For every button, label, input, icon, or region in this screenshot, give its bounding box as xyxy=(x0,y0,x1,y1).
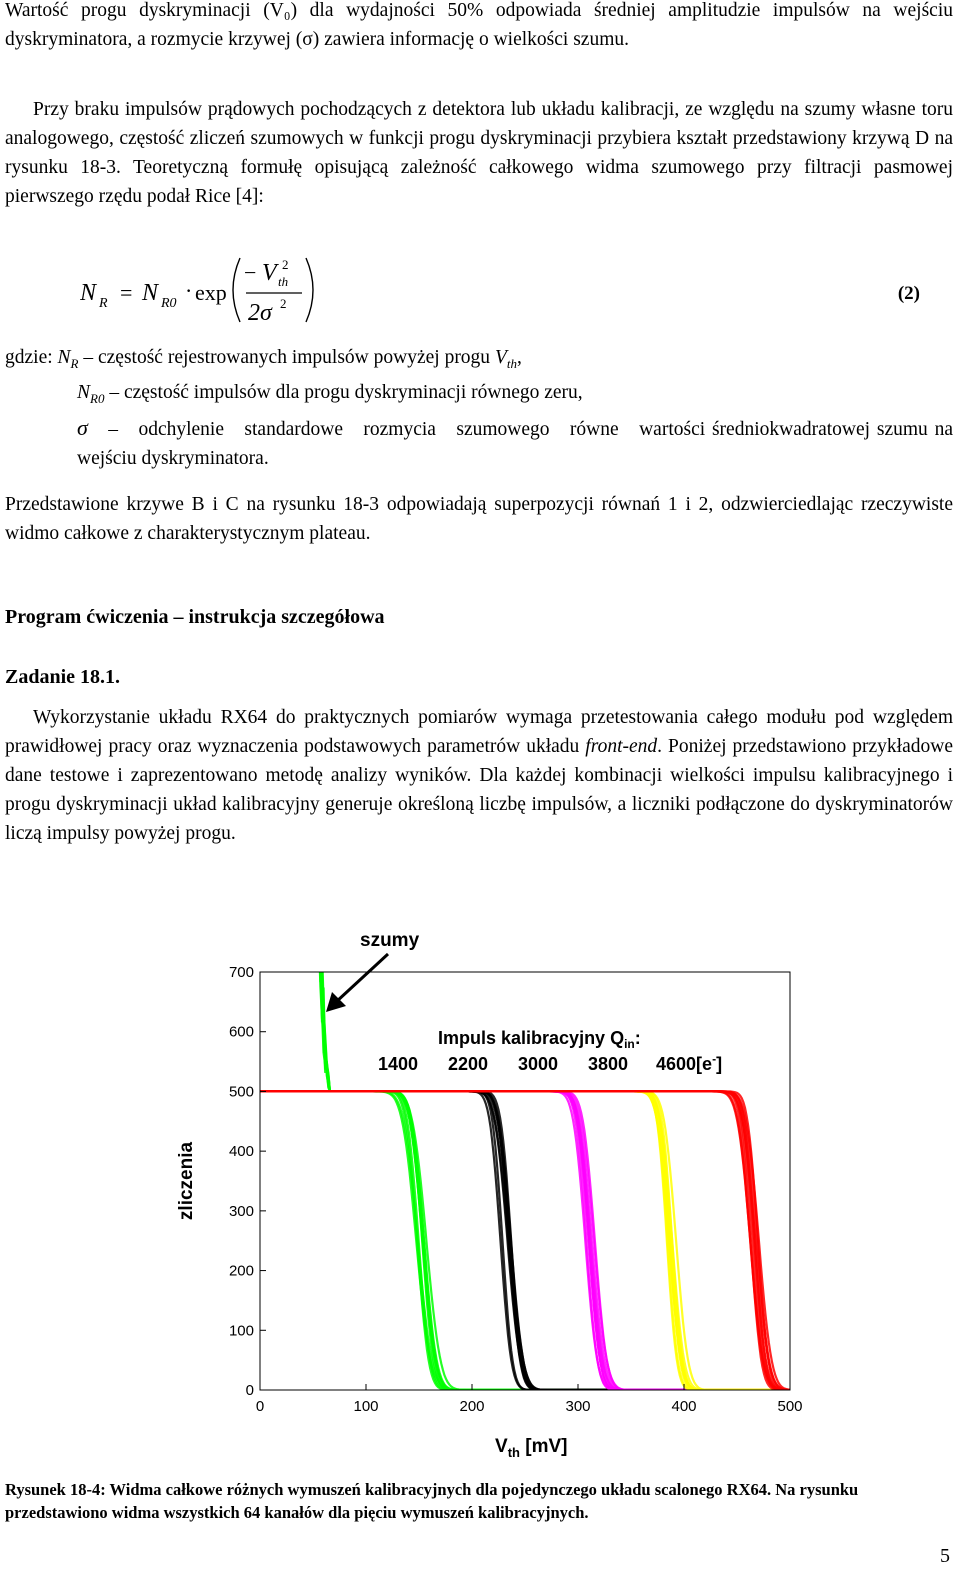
series-line-3000-2 xyxy=(260,1091,790,1390)
paragraph-noise: Przy braku impulsów prądowych pochodzących z detektora lub układu kalibracji, ze względu na szumy własne toru analogowego, częstość zliczeń szumowych w funkcji progu dyskryminacji przybiera kształt przedstawiony krzywą D na rysunku 18-3. Teoretyczną formułę opisującą zależność całkowego widma szumowego przy filtracji pasmowej pierwszego rzędu podał Rice [4]: xyxy=(5,99,953,207)
section-heading: Program ćwiczenia – instrukcja szczegółowa xyxy=(5,606,385,628)
series-line-2200-3 xyxy=(260,1091,790,1390)
figure-caption: Rysunek 18-4: Widma całkowe różnych wymuszeń kalibracyjnych dla pojedynczego układu scalonego RX64. Na rysunku przedstawiono widma wszystkich 64 kanałów dla pięciu wymuszeń kalibracyjnych. xyxy=(5,1480,859,1522)
definition-nr0: $N_{R0}$ – częstość impulsów dla progu dyskryminacji równego zeru, xyxy=(77,381,583,406)
series-line-2200-1 xyxy=(260,1091,790,1390)
definitions xyxy=(5,343,958,473)
charge-label-0: 1400 xyxy=(378,1054,419,1074)
y-axis-label: zliczenia xyxy=(176,1141,197,1221)
series-line-4600-9 xyxy=(260,1091,790,1390)
x-tick-label-500: 500 xyxy=(777,1398,803,1415)
x-axis-label: $V_{th}$ [mV] xyxy=(495,1436,568,1460)
series-line-3000-5 xyxy=(260,1091,790,1390)
charge-label-2: 3000 xyxy=(518,1054,559,1074)
eq-lhs-sub: R xyxy=(99,296,108,311)
x-tick-label-0: 0 xyxy=(255,1398,265,1415)
series-line-3000-9 xyxy=(260,1091,790,1390)
eq-equals: = xyxy=(120,280,133,305)
series-line-2200-6 xyxy=(260,1091,790,1390)
eq-rhs-sub: R0 xyxy=(161,296,177,311)
y-tick-label-700: 700 xyxy=(228,964,254,981)
eq-exp: exp xyxy=(195,280,227,305)
series-line-3000-6 xyxy=(260,1091,790,1390)
series-line-4600-2 xyxy=(260,1091,790,1390)
x-tick-label-300: 300 xyxy=(565,1398,591,1415)
series-line-2200-2 xyxy=(260,1091,790,1390)
series-line-2200-0 xyxy=(260,1091,790,1390)
charge-label-1: 2200 xyxy=(448,1054,489,1074)
x-tick-label-100: 100 xyxy=(353,1398,379,1415)
x-tick-label-200: 200 xyxy=(459,1398,485,1415)
eq-den: 2σ xyxy=(248,300,272,326)
series-line-3800-6 xyxy=(260,1091,790,1390)
eq-den-sup: 2 xyxy=(280,296,287,311)
series-line-4600-5 xyxy=(260,1091,790,1390)
eq-lhs: N xyxy=(80,280,97,306)
x-tick-label-400: 400 xyxy=(671,1398,697,1415)
eq-dot: · xyxy=(185,278,193,303)
series-line-4600-6 xyxy=(260,1091,790,1390)
series-3800 xyxy=(260,1091,790,1390)
paragraph-intro: Wartość progu dyskryminacji (V₀) dla wydajności 50% odpowiada średniej amplitudzie impulsów na wejściu dyskryminatora, a rozmycie krzywej (σ) zawiera informację o wielkości szumu. xyxy=(5,0,953,50)
charge-annotation-title: Impuls kalibracyjny $Q_{in}$: xyxy=(438,1028,641,1051)
series-line-2200-4 xyxy=(260,1091,790,1390)
y-tick-label-200: 200 xyxy=(228,1262,254,1280)
series-line-3000-0 xyxy=(260,1091,790,1390)
series-line-3800-0 xyxy=(260,1091,790,1390)
series-line-3800-5 xyxy=(260,1091,790,1390)
equation-rice xyxy=(80,250,340,330)
series-line-2200-5 xyxy=(260,1091,790,1390)
series-line-3000-4 xyxy=(260,1091,790,1390)
series-line-3000-7 xyxy=(260,1091,790,1390)
series-line-3800-8 xyxy=(260,1091,790,1390)
charge-label-4: 4600[e-] xyxy=(656,1052,723,1074)
series-line-4600-8 xyxy=(260,1091,790,1390)
eq-minus: − xyxy=(244,260,257,285)
y-tick-label-400: 400 xyxy=(228,1143,254,1161)
series-line-4600-7 xyxy=(260,1091,790,1389)
series-line-3800-3 xyxy=(260,1091,790,1390)
noise-arrow-shaft xyxy=(336,954,388,1002)
eq-num-sup: 2 xyxy=(282,257,289,272)
definition-sigma: σ – odchylenie standardowe rozmycia szumowego równe wartości średniokwadratowej szumu na wejściu dyskryminatora. xyxy=(77,414,958,469)
series-line-3800-1 xyxy=(260,1091,790,1390)
y-tick-label-100: 100 xyxy=(228,1322,254,1340)
page-number: 5 xyxy=(940,1545,950,1567)
y-tick-label-500: 500 xyxy=(228,1083,254,1101)
eq-num-var: V xyxy=(262,260,277,286)
series-4600 xyxy=(260,1091,790,1390)
series-line-3800-4 xyxy=(260,1091,790,1390)
series-line-3800-7 xyxy=(260,1091,790,1390)
series-line-4600-1 xyxy=(260,1091,790,1390)
series-line-3800-9 xyxy=(260,1091,790,1390)
series-line-2200-7 xyxy=(260,1091,790,1390)
series-line-3800-2 xyxy=(260,1091,790,1390)
eq-rhs: N xyxy=(142,280,159,306)
series-line-4600-4 xyxy=(260,1091,790,1390)
task-heading: Zadanie 18.1. xyxy=(5,666,121,688)
y-tick-label-300: 300 xyxy=(228,1202,254,1220)
y-tick-label-600: 600 xyxy=(228,1023,254,1041)
series-line-4600-3 xyxy=(260,1091,790,1390)
series-line-3000-3 xyxy=(260,1091,790,1390)
noise-annotation: szumy xyxy=(360,930,420,951)
series-3000 xyxy=(260,1091,790,1390)
series-line-4600-0 xyxy=(260,1091,790,1390)
series-line-2200-9 xyxy=(260,1091,790,1390)
series-line-3000-1 xyxy=(260,1091,790,1390)
definition-nr: gdzie: $N_R$ – częstość rejestrowanych impulsów powyżej progu $V_{th}$, xyxy=(5,347,522,371)
paragraph-task: Wykorzystanie układu RX64 do praktycznych pomiarów wymaga przetestowania całego modułu pod względem prawidłowej pracy oraz wyznaczenia podstawowych parametrów układu front-end. Poniżej przedstawiono przykładowe dane testowe i zaprezentowano metodę analizy wyników. Dla każdej kombinacji wielkości impulsu kalibracyjnego i progu dyskryminacji układ kalibracyjny generuje określoną liczbę impulsów, a liczniki podłączone do dyskryminatorów liczą impulsy powyżej progu. xyxy=(5,707,953,844)
y-tick-label-0: 0 xyxy=(245,1382,254,1399)
equation-number: (2) xyxy=(897,283,920,304)
paragraph-superposition: Przedstawione krzywe B i C na rysunku 18-3 odpowiadają superpozycji równań 1 i 2, odzwierciedlając rzeczywiste widmo całkowe z charakterystycznym plateau. xyxy=(5,494,953,544)
series-line-3000-8 xyxy=(260,1091,790,1390)
charge-label-3: 3800 xyxy=(588,1054,629,1074)
series-2200 xyxy=(260,1091,790,1390)
eq-num-sub: th xyxy=(278,274,289,289)
integral-spectra-chart xyxy=(150,920,830,1460)
series-line-2200-8 xyxy=(260,1091,790,1390)
